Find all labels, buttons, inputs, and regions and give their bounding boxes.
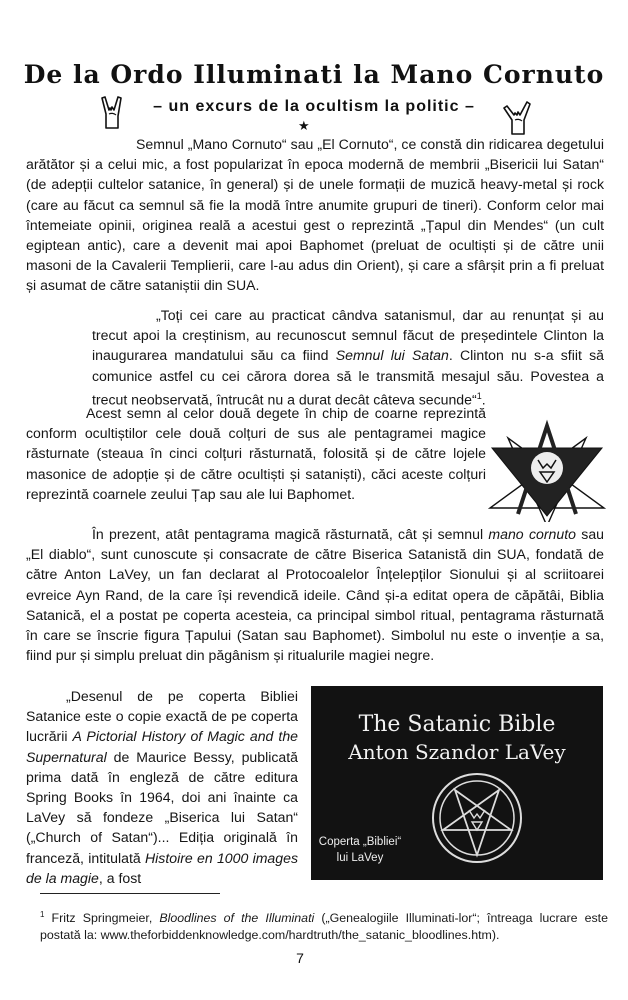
page-number: 7 [296, 950, 304, 966]
baphomet-pentagram-icon [429, 770, 525, 866]
paragraph-cover [26, 686, 298, 888]
paragraph-lavey [26, 524, 604, 665]
cover-caption: Coperta „Bibliei“ lui LaVey [318, 836, 402, 864]
footnote-text: Fritz Springmeier, [44, 911, 160, 926]
satanic-bible-cover-image [311, 686, 603, 880]
horned-hand-icon [96, 92, 132, 130]
p5-text: „Desenul de pe coperta Bibliei Satanice este o copie exactă de pe coperta lucrării [26, 688, 298, 745]
p5-french-title: Histoire en 1000 images de la magie [26, 849, 298, 886]
footnote [40, 906, 608, 944]
horned-hand-icon [500, 98, 536, 136]
chapter-subtitle: – un excurs de la ocultism la politic – [153, 98, 475, 115]
quote-emphasis: Semnul lui Satan [335, 347, 449, 364]
separator-star: ★ [298, 118, 310, 133]
cover-title: The Satanic Bible [358, 712, 556, 737]
inverted-pentagram-icon [488, 418, 606, 522]
chapter-title: De la Ordo Illuminati la Mano Cornuto [23, 60, 605, 89]
p5-book-title: A Pictorial History of Magic and the Supernatural [26, 728, 298, 765]
p4-text: În prezent, atât pentagrama magică răsturnată, cât și semnul [92, 526, 489, 542]
footnote-divider [40, 893, 220, 894]
paragraph-intro: Semnul „Mano Cornuto“ sau „El Cornuto“, ce constă din ridicarea degetului arătător și a celui mic, a fost popularizat în epoca modernă de membrii „Bisericii lui Satan“ (de adepții cultelor satanice, în general) și de unele formații de muzică heavy-metal și rock (care au făcut ca semnul să fie la modă între anumite grupuri de tineri). Conform celor mai întemeiate opinii, originea reală a acestui gest o reprezintă „Țapul din Mendes“ (un cult egiptean antic), care a devenit mai apoi Baphomet (preluat de ocultiști și de către unii masoni de la Cavalerii Templierii, care l-au adus din Orient), și care a sfârșit prin a fi preluat și asumat de către sataniștii din SUA. [26, 136, 604, 294]
quote-text: „Toți cei care au practicat cândva satanismul, dar au renunțat și au trecut apoi la creștinism, au recunoscut semnul făcut de președintele Clinton la inaugurarea mandatului său ca fiind [92, 307, 604, 364]
paragraph-quote [92, 305, 604, 410]
cover-author: Anton Szandor LaVey [348, 740, 566, 764]
footnote-mark: 1 [40, 910, 45, 919]
p4-emphasis: mano cornuto [488, 526, 576, 542]
subtitle-row [90, 92, 538, 132]
p5-text-cont: de Maurice Bessy, publicată prima dată în engleză de către editura Spring Books în 1964, doi ani înainte ca LaVey să fondeze „Biserica lui Satan“ („Church of Satan“)... Ediția originală în franceză, intitulată [26, 748, 298, 866]
quote-text-cont: . Clinton nu s-a sfiit să comunice astfel cu cei cărora dorea să le transmită mesajul său. Povestea a trecut neobservată, întrucât nu a durat decât câteva secunde“ [92, 347, 604, 408]
p4-text-cont: sau „El diablo“, sunt cunoscute și consacrate de către Biserica Satanistă din SUA, fondată de către Anton LaVey, un fan declarat al Protocoalelor Înțelepților Sionului și al scriitoarei evreice Ayn Rand, de la care își revendică ideile. Când și-a editat opera de căpătâi, Biblia Satanică, el a postat pe coperta acesteia, ca principal simbol ritual, pentagrama răsturnată în care se înscrie figura Țapului (Satan sau Baphomet). Simbolul nu este o invenție a sa, fiind pur și simplu preluat din păgânism și ritualurile magiei negre. [26, 526, 604, 664]
paragraph-pentagram: Acest semn al celor două degete în chip de coarne reprezintă conform ocultiștilor cele două colțuri de sus ale pentagramei magice răsturnate (steaua în cinci colțuri răsturnată, folosită și de către lojele masonice de adopție și de către ocultiști și sataniști), căci aceste colțuri reprezintă coarnele zeului Țap sau ale lui Baphomet. [26, 405, 486, 502]
footnote-book-title: Bloodlines of the Illuminati [159, 911, 315, 926]
p5-text-end: , a fost [98, 869, 142, 886]
quote-end: . [481, 391, 486, 408]
footnote-text-cont: („Genealogiile Illuminati-lor“; întreaga lucrare este postată la: www.theforbiddenknowledge.com/hardtruth/the_satanic_bloodlines.htm). [40, 911, 608, 943]
footnote-ref: 1 [476, 390, 482, 401]
